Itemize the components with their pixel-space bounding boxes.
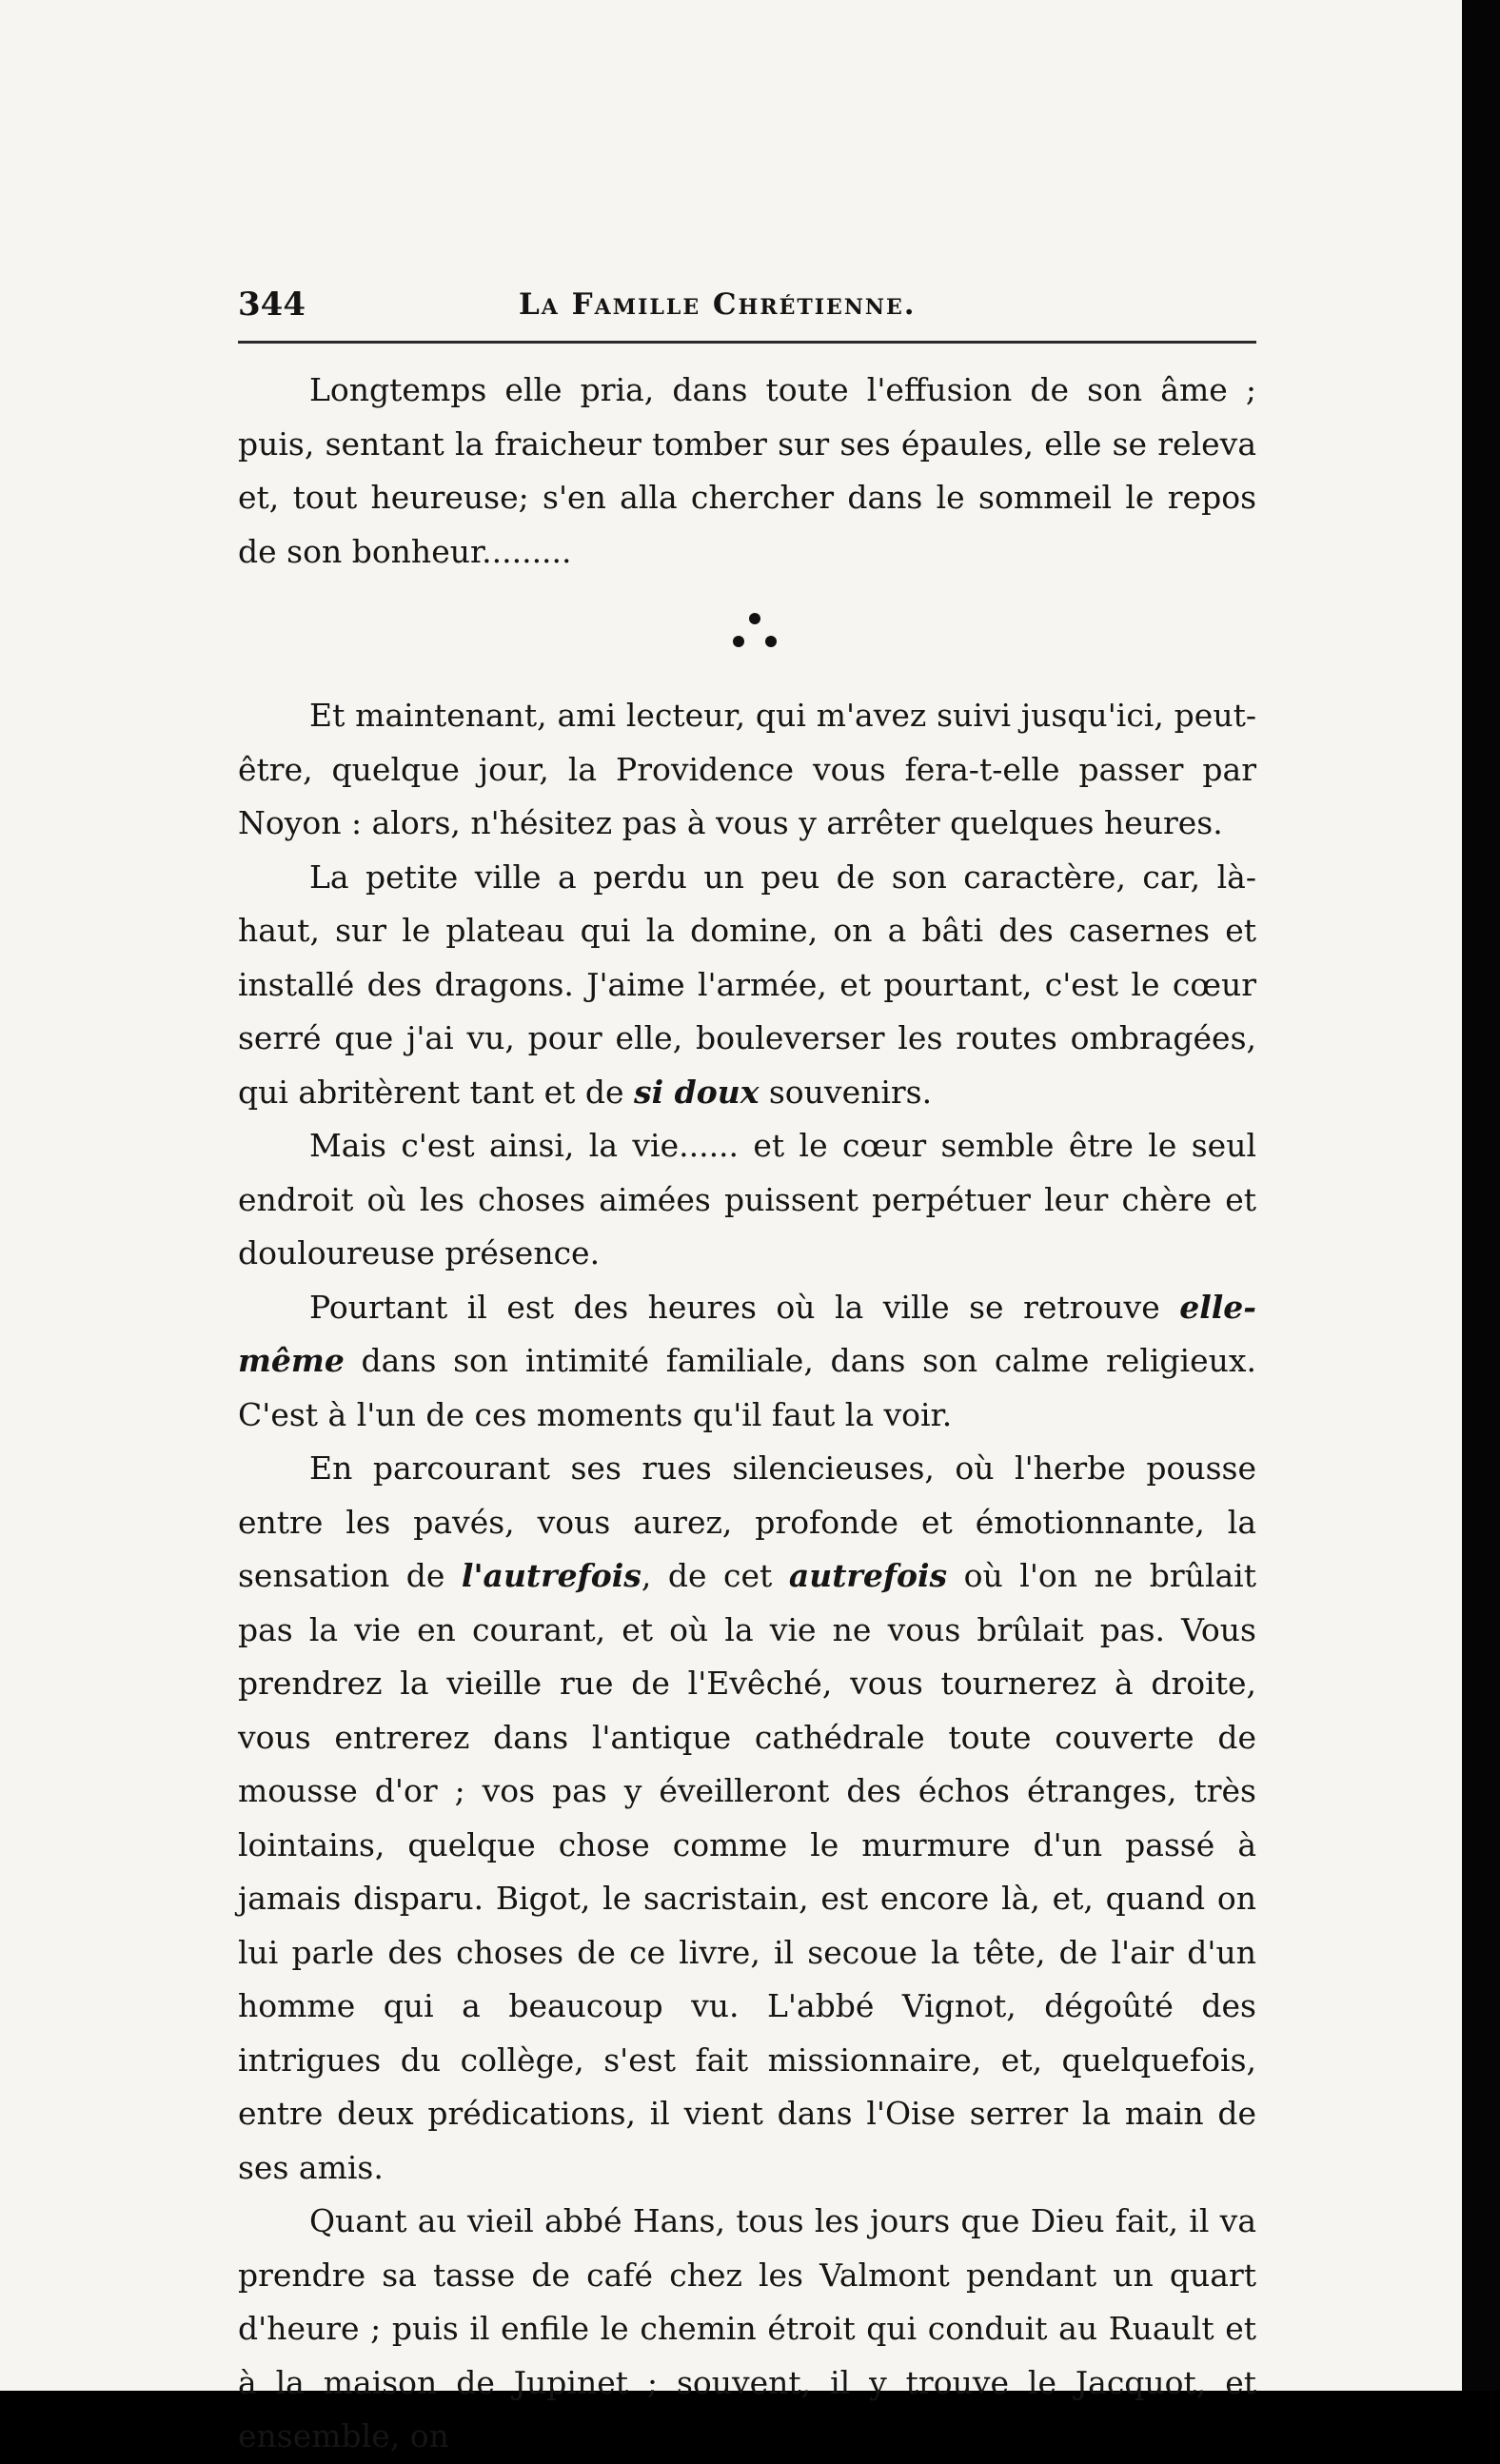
asterism-dot	[733, 636, 744, 647]
italic-text: si doux	[634, 1073, 760, 1111]
italic-text: autrefois	[788, 1557, 948, 1594]
paragraph: Longtemps elle pria, dans toute l'effusion de son âme ; puis, sentant la fraicheur tomber sur ses épaules, elle se releva et, tout heureuse; s'en alla chercher dans le sommeil le repos de son bonheur.........	[238, 371, 1256, 570]
running-head	[238, 278, 1261, 335]
italic-text: elle-même	[238, 1288, 1256, 1379]
body-text	[238, 364, 1256, 2464]
paragraph: Pourtant il est des heures où la ville se retrouve elle-même dans son intimité familiale, dans son calme religieux. C'est à l'un de ces moments qu'il faut la voir.	[238, 1288, 1256, 1433]
running-title: La Famille Chrétienne.	[519, 287, 917, 322]
paragraph: Et maintenant, ami lecteur, qui m'avez suivi jusqu'ici, peut-être, quelque jour, la Providence vous fera-t-elle passer par Noyon : alors, n'hésitez pas à vous y arrêter quelques heures.	[238, 697, 1256, 841]
paragraph: En parcourant ses rues silencieuses, où l'herbe pousse entre les pavés, vous aurez, profonde et émotionnante, la sensation de l'autrefois, de cet autrefois où l'on ne brûlait pas la vie en courant, et où la vie ne vous brûlait pas. Vous prendrez la vieille rue de l'Evêché, vous tournerez à droite, vous entrerez dans l'antique cathédrale toute couverte de mousse d'or ; vos pas y éveilleront des échos étranges, très lointains, quelque chose comme le murmure d'un passé à jamais disparu. Bigot, le sacristain, est encore là, et, quand on lui parle des choses de ce livre, il secoue la tête, de l'air d'un homme qui a beaucoup vu. L'abbé Vignot, dégoûté des intrigues du collège, s'est fait missionnaire, et, quelquefois, entre deux prédications, il vient dans l'Oise serrer la main de ses amis.	[238, 1449, 1256, 2186]
paragraph: Quant au vieil abbé Hans, tous les jours que Dieu fait, il va prendre sa tasse de café chez les Valmont pendant un quart d'heure ; puis il enfile le chemin étroit qui conduit au Ruault et à la maison de Jupinet ; souvent, il y trouve le Jacquot, et ensemble, on	[238, 2202, 1256, 2454]
asterism-dot	[765, 636, 777, 647]
paragraph: La petite ville a perdu un peu de son caractère, car, là-haut, sur le plateau qui la domine, on a bâti des casernes et installé des dragons. J'aime l'armée, et pourtant, c'est le cœur serré que j'ai vu, pour elle, bouleverser les routes ombragées, qui abritèrent tant et de si doux souvenirs.	[238, 857, 1256, 1111]
asterism-separator	[238, 579, 1256, 689]
italic-text: l'autrefois	[461, 1557, 641, 1594]
asterism-dot	[749, 613, 760, 624]
paragraph: Mais c'est ainsi, la vie...... et le cœur semble être le seul endroit où les choses aimées puissent perpétuer leur chère et douloureuse présence.	[238, 1127, 1256, 1271]
scan-border	[1462, 0, 1500, 2391]
page-number: 344	[238, 286, 306, 324]
header-rule	[238, 341, 1256, 344]
